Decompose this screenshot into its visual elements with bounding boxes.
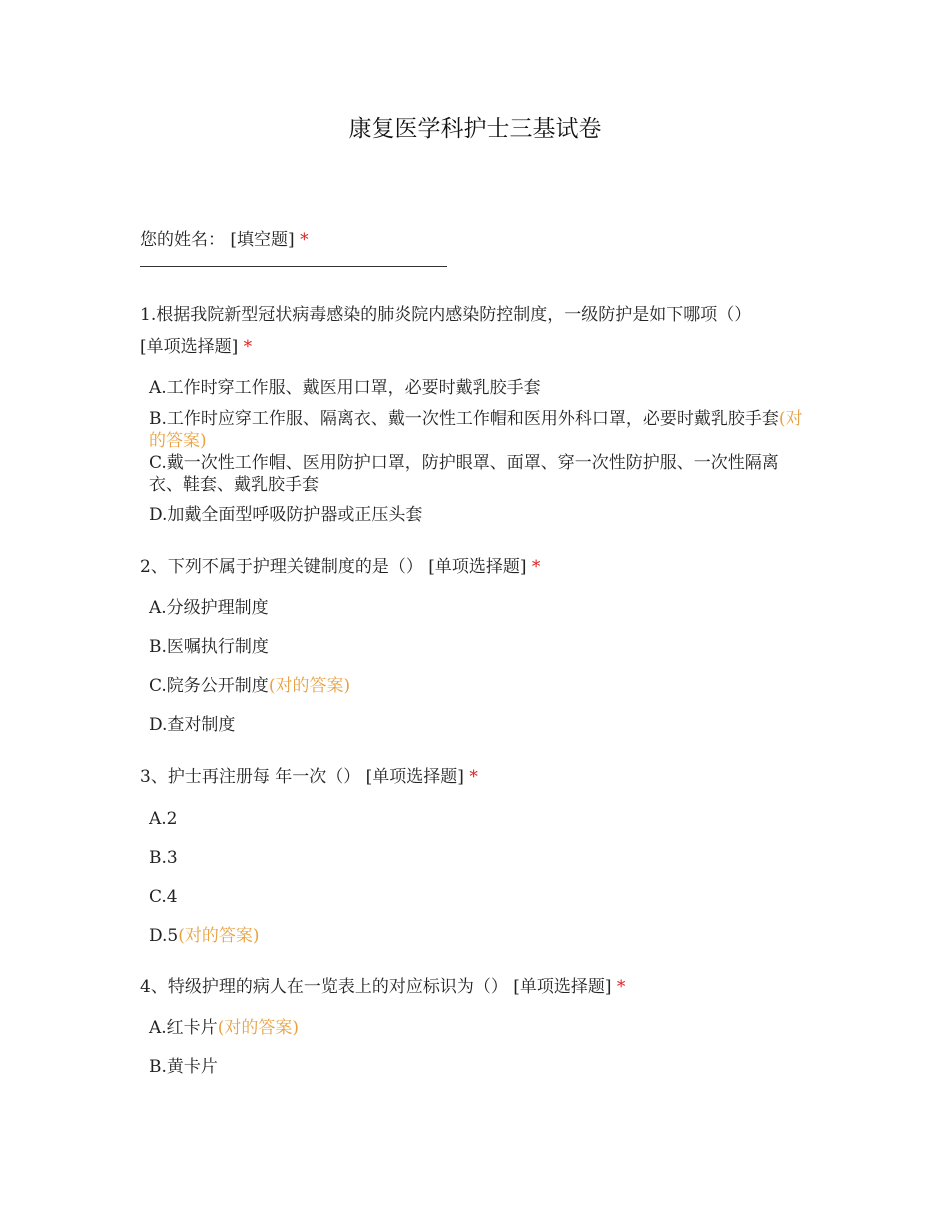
option-3b[interactable]: [149, 847, 178, 869]
question-text: 1.根据我院新型冠状病毒感染的肺炎院内感染防控制度，一级防护是如下哪项（）: [140, 305, 752, 325]
correct-answer-mark: (对的答案): [268, 676, 351, 696]
option-3c[interactable]: [149, 886, 178, 908]
correct-answer-mark: (对的答案): [178, 926, 260, 946]
question-type: [单项选择题]: [365, 767, 464, 787]
option-label: C.戴一次性工作帽、医用防护口罩，防护眼罩、面罩、穿一次性防护服、一次性隔离衣、鞋套、戴乳胶手套: [149, 453, 779, 495]
option-3d[interactable]: [149, 925, 260, 947]
required-mark: *: [243, 337, 253, 357]
correct-answer-mark: (对的答案): [217, 1018, 299, 1038]
option-label: D.5: [149, 926, 179, 946]
required-mark: *: [300, 230, 309, 250]
correct-answer-mark: (对的答案): [149, 409, 803, 451]
question-3: [140, 766, 478, 788]
option-label: A.红卡片: [149, 1018, 218, 1038]
required-mark: *: [531, 557, 541, 577]
question-text: 您的姓名：: [140, 230, 225, 250]
option-2a[interactable]: [149, 597, 269, 619]
option-label: B.3: [149, 848, 178, 868]
option-label: D.查对制度: [149, 715, 236, 735]
option-1a[interactable]: [149, 377, 541, 399]
option-label: D.加戴全面型呼吸防护器或正压头套: [149, 505, 423, 525]
option-3a[interactable]: [149, 808, 178, 830]
option-4a[interactable]: [149, 1017, 299, 1039]
page-title: 康复医学科护士三基试卷: [348, 116, 602, 142]
question-type: [单项选择题]: [140, 337, 239, 357]
option-4b[interactable]: [149, 1056, 218, 1078]
option-label: A.分级护理制度: [149, 598, 269, 618]
option-label: C.院务公开制度: [149, 676, 269, 696]
required-mark: *: [469, 767, 478, 787]
question-2: [140, 556, 540, 578]
question-text: 2、下列不属于护理关键制度的是（）: [140, 557, 423, 577]
option-1b[interactable]: [149, 408, 804, 452]
option-2c[interactable]: [149, 675, 350, 697]
question-1-type-line: [140, 336, 252, 358]
option-label: C.4: [149, 887, 178, 907]
name-question: [140, 229, 309, 251]
question-type: [填空题]: [230, 230, 295, 250]
question-text: 4、特级护理的病人在一览表上的对应标识为（）: [140, 977, 508, 997]
option-2d[interactable]: [149, 714, 235, 736]
option-label: B.工作时应穿工作服、隔离衣、戴一次性工作帽和医用外科口罩，必要时戴乳胶手套: [149, 409, 779, 429]
question-1: [140, 304, 751, 326]
option-1c[interactable]: [149, 452, 804, 496]
required-mark: *: [616, 977, 626, 997]
option-label: B.医嘱执行制度: [149, 637, 269, 657]
option-label: A.2: [149, 809, 178, 829]
question-4: [140, 976, 625, 998]
option-2b[interactable]: [149, 636, 269, 658]
name-answer-blank[interactable]: [140, 266, 447, 267]
question-text: 3、护士再注册每 年一次（）: [140, 767, 361, 787]
option-1d[interactable]: [149, 504, 422, 526]
option-label: A.工作时穿工作服、戴医用口罩，必要时戴乳胶手套: [149, 378, 541, 398]
question-type: [单项选择题]: [428, 557, 527, 577]
option-label: B.黄卡片: [149, 1057, 218, 1077]
question-type: [单项选择题]: [513, 977, 612, 997]
